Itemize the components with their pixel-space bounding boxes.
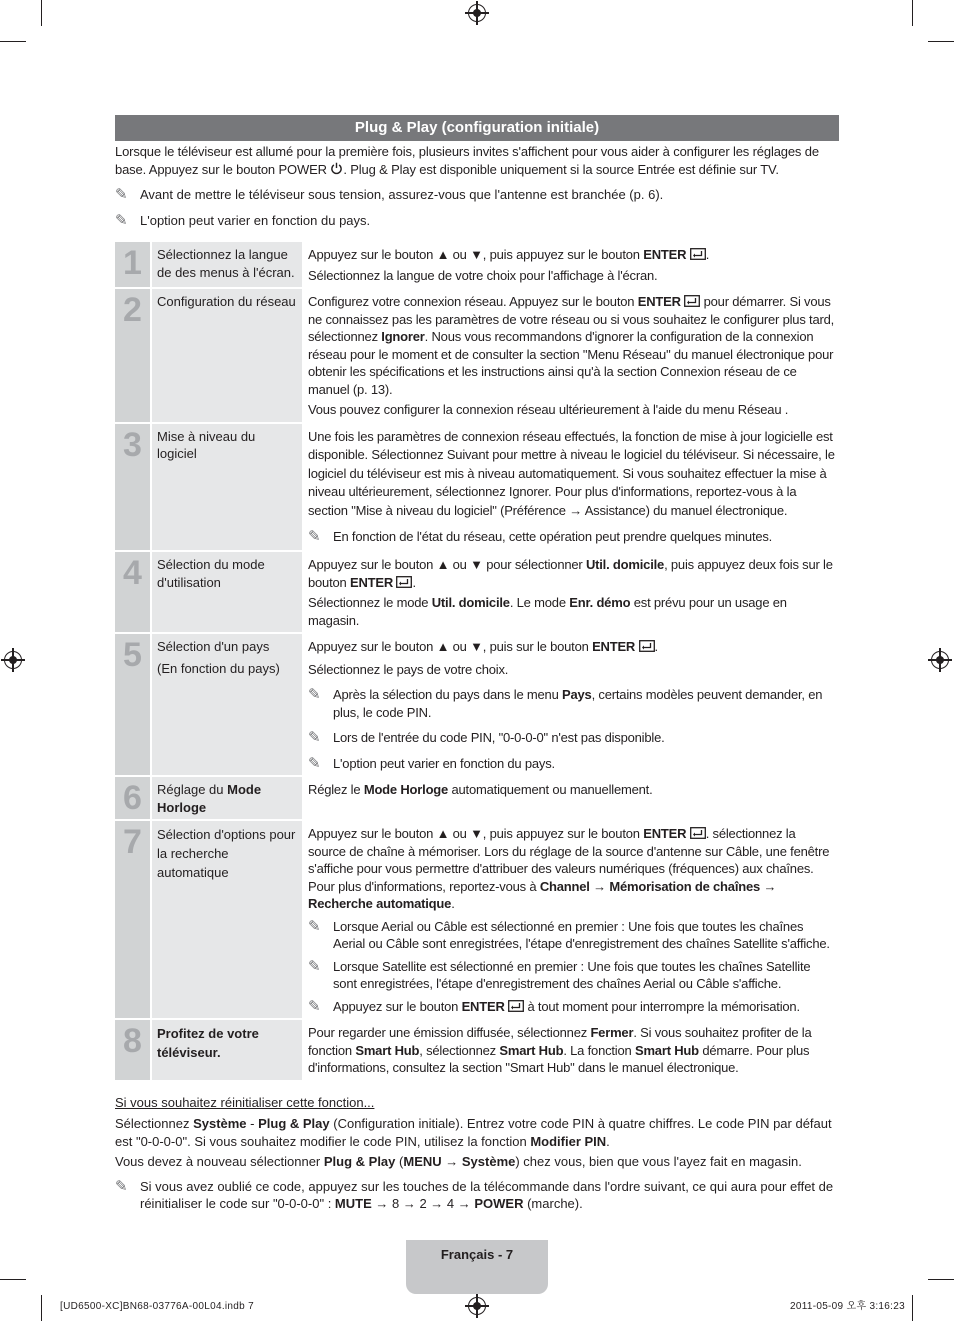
enter-icon <box>508 1000 524 1012</box>
note: ✎ En fonction de l'état du réseau, cette opération peut prendre quelques minutes. <box>308 528 773 546</box>
step-number: 4 <box>115 552 150 632</box>
pencil-note-icon: ✎ <box>308 957 321 975</box>
pencil-note-icon: ✎ <box>308 528 321 546</box>
enter-icon <box>396 576 412 588</box>
file-slug: [UD6500-XC]BN68-03776A-00L04.indb 7 <box>60 1301 254 1312</box>
pencil-note-icon: ✎ <box>115 211 128 229</box>
crop-mark <box>928 41 954 42</box>
note: ✎ Appuyez sur le bouton ENTER à tout moment pour interrompre la mémorisation. <box>308 997 800 1015</box>
reset-section <box>115 1094 839 1213</box>
section-title: Plug & Play (configuration initiale) <box>115 115 839 141</box>
reset-paragraph: Sélectionnez Système - Plug & Play (Configuration initiale). Entrez votre code PIN à quatre chiffres. Le code PIN par défaut est "0-0-0-0". Si vous souhaitez modifier le code PIN, utilisez la fonction Modifier PIN. <box>115 1116 832 1149</box>
step-number: 5 <box>115 634 150 775</box>
intro-paragraph: Lorsque le téléviseur est allumé pour la première fois, plusieurs invites s'affichent pour vous aider à configurer les réglages de base. Appuyez sur le bouton POWER . Plug & Play est disponible uniquement si la source Entrée est définie sur TV. <box>115 144 819 177</box>
step-row <box>115 422 839 551</box>
step-description: Pour regarder une émission diffusée, sélectionnez Fermer. Si vous souhaitez profiter de la fonction Smart Hub, sélectionnez Smart Hub. La fonction Smart Hub démarre. Pour plus d'informations, consultez la section "Smart Hub" dans le manuel électronique. <box>308 1025 812 1076</box>
registration-mark-icon <box>468 1297 486 1315</box>
page-number-tab: Français - 7 <box>406 1240 548 1294</box>
reset-heading: Si vous souhaitez réinitialiser cette fonction... <box>115 1094 375 1110</box>
registration-mark-icon <box>931 651 949 669</box>
date-slug: 2011-05-09 오후 3:16:23 <box>790 1301 905 1312</box>
step-title: Réglage du Mode Horloge <box>150 777 302 819</box>
registration-mark-icon <box>4 651 22 669</box>
step-description: Appuyez sur le bouton ▲ ou ▼, puis appuyez sur le bouton ENTER . Sélectionnez la langue de votre choix pour l'affichage à l'écran. <box>308 247 710 283</box>
pencil-note-icon: ✎ <box>308 754 321 772</box>
step-row <box>115 1018 839 1080</box>
registration-mark-icon <box>468 4 486 22</box>
pencil-note-icon: ✎ <box>308 686 321 704</box>
step-title: Sélectionnez la langue de des menus à l'écran. <box>150 242 302 287</box>
note: ✎ L'option peut varier en fonction du pays. <box>308 754 555 772</box>
step-title: Mise à niveau du logiciel <box>150 424 302 551</box>
pencil-note-icon: ✎ <box>308 729 321 747</box>
note: ✎ Lors de l'entrée du code PIN, "0-0-0-0" n'est pas disponible. <box>308 729 665 747</box>
step-description: Configurez votre connexion réseau. Appuyez sur le bouton ENTER pour démarrer. Si vous ne connaissez pas les paramètres de votre réseau ou si vous souhaitez le configurer plus tard, sélectionnez Ignorer. Nous vous recommandons d'ignorer la configuration de la connexion réseau pour le moment et de consulter la section "Menu Réseau" du manuel électronique pour obtenir les spécifications et les instructions ainsi qu'à la section Connexion réseau de ce manuel (p. 13). Vous pouvez configurer la connexion réseau ultérieurement à l'aide du menu Réseau . <box>308 294 835 417</box>
enter-icon <box>684 295 700 307</box>
step-description: Appuyez sur le bouton ▲ ou ▼, puis appuyez sur le bouton ENTER . sélectionnez la source de chaîne à mémoriser. Lors du réglage de la source d'antenne sur Câble, une fenêtre s'affiche pour vous permettre d'attribuer des valeurs numériques (fréquences) aux chaînes. Pour plus d'informations, reportez-vous à Channel → Mémorisation de chaînes → Recherche automatique. ✎ Lorsque Aerial ou Câble est sélectionné en premier : Une fois que toutes les chaînes Aerial ou Câble sont enregistrées, l'étape d'enregistrement des chaînes Satellite s'affiche. ✎ Lorsque Satellite est sélectionné en premier : Une fois que toutes les chaînes Satellite sont enregistrées, l'étape d'enregistrement des chaînes Aerial ou Câble s'affiche. ✎ Appuyez sur le bouton ENTER à tout moment pour interrompre la mémorisation. <box>302 821 839 1018</box>
step-title: Sélection du mode d'utilisation <box>150 552 302 632</box>
power-label: POWER <box>278 161 327 177</box>
step-description: Appuyez sur le bouton ▲ ou ▼, puis sur le bouton ENTER . Sélectionnez le pays de votre choix. ✎ Après la sélection du pays dans le menu Pays, certains modèles peuvent demander, en plus, le code PIN. ✎ Lors de l'entrée du code PIN, "0-0-0-0" n'est pas disponible. ✎ L'option peut varier en fonction du pays. <box>302 634 839 775</box>
power-icon <box>330 162 343 175</box>
step-title: Sélection d'un pays (En fonction du pays) <box>150 634 302 775</box>
step-row <box>115 819 839 1018</box>
pencil-note-icon: ✎ <box>115 1177 128 1195</box>
note: ✎ Avant de mettre le téléviseur sous tension, assurez-vous que l'antenne est branchée (p. 6). <box>115 186 664 203</box>
crop-mark <box>912 0 913 26</box>
note: ✎ L'option peut varier en fonction du pays. <box>115 211 371 229</box>
step-number: 2 <box>115 289 150 422</box>
step-number: 6 <box>115 777 150 819</box>
crop-mark <box>41 1295 42 1321</box>
step-description: Appuyez sur le bouton ▲ ou ▼ pour sélectionner Util. domicile, puis appuyez deux fois sur le bouton ENTER . Sélectionnez le mode Util. domicile. Le mode Enr. démo est prévu pour un usage en magasin. <box>308 557 833 628</box>
page-content <box>115 115 839 1213</box>
step-row <box>115 775 839 819</box>
step-row <box>115 632 839 775</box>
steps-table <box>115 242 839 1080</box>
crop-mark <box>928 1279 954 1280</box>
crop-mark <box>41 0 42 26</box>
pencil-note-icon: ✎ <box>308 997 321 1015</box>
note: ✎ Lorsque Aerial ou Câble est sélectionné en premier : Une fois que toutes les chaînes Aerial ou Câble sont enregistrées, l'étape d'enregistrement des chaînes Satellite s'affiche. <box>308 917 830 952</box>
enter-icon <box>690 827 706 839</box>
enter-icon <box>639 640 655 652</box>
plug-and-play-label: Plug & Play <box>350 161 416 177</box>
note: ✎ Après la sélection du pays dans le menu Pays, certains modèles peuvent demander, en plus, le code PIN. <box>308 686 823 720</box>
step-number: 7 <box>115 821 150 1018</box>
crop-mark <box>912 1295 913 1321</box>
pencil-note-icon: ✎ <box>115 186 128 203</box>
step-row <box>115 242 839 287</box>
crop-mark <box>0 41 26 42</box>
pencil-note-icon: ✎ <box>308 917 321 935</box>
step-number: 3 <box>115 424 150 551</box>
step-row <box>115 287 839 422</box>
step-title: Configuration du réseau <box>150 289 302 422</box>
step-number: 1 <box>115 242 150 287</box>
reset-paragraph: Vous devez à nouveau sélectionner Plug & Play (MENU → Système) chez vous, bien que vous l'ayez fait en magasin. <box>115 1154 802 1170</box>
step-row <box>115 550 839 632</box>
note: ✎ Si vous avez oublié ce code, appuyez sur les touches de la télécommande dans l'ordre suivant, ce qui aura pour effet de réinitialiser le code sur "0-0-0-0" : MUTE → 8 → 2 → 4 → POWER (marche). <box>115 1177 834 1212</box>
step-description: Réglez le Mode Horloge automatiquement ou manuellement. <box>308 782 653 798</box>
step-description: Une fois les paramètres de connexion réseau effectués, la fonction de mise à jour logicielle est disponible. Sélectionnez Suivant pour mettre à niveau le logiciel du téléviseur. Si nécessaire, le logiciel du téléviseur est mis à niveau automatiquement. Si vous souhaitez effectuer la mise à niveau ultérieurement, sélectionnez Ignorer. Pour plus d'informations, reportez-vous à la section "Mise à niveau du logiciel" (Préférence → Assistance) du manuel électronique. ✎ En fonction de l'état du réseau, cette opération peut prendre quelques minutes. <box>308 428 835 546</box>
step-title: Sélection d'options pour la recherche automatique <box>150 821 302 1018</box>
step-title: Profitez de votre téléviseur. <box>150 1020 302 1080</box>
crop-mark <box>0 1279 26 1280</box>
note: ✎ Lorsque Satellite est sélectionné en premier : Une fois que toutes les chaînes Satellite sont enregistrées, l'étape d'enregistrement des chaînes Aerial ou Câble s'affiche. <box>308 957 811 992</box>
step-number: 8 <box>115 1020 150 1080</box>
enter-icon <box>690 248 706 260</box>
